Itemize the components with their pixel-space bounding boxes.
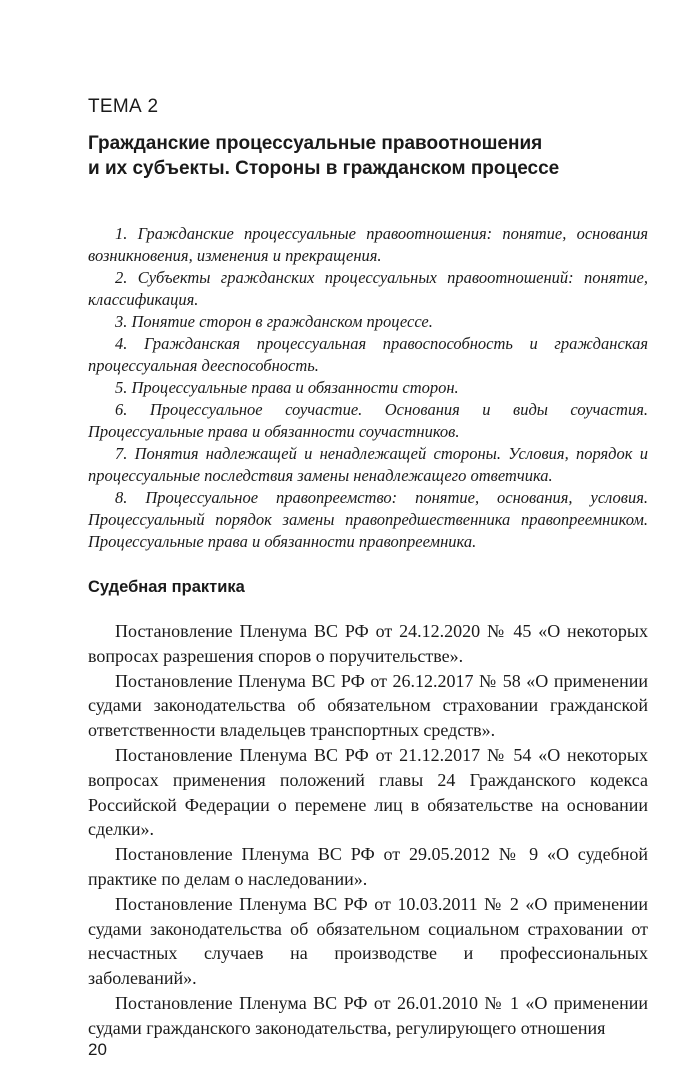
court-practice-entry: Постановление Пленума ВС РФ от 26.01.2010 № 1 «О применении судами гражданского законодательства, регулирующего отношения	[88, 992, 648, 1038]
study-question: 8. Процессуальное правопреемство: понятие, основания, условия. Процессуальный порядок замены правопредшественника правопреемником. Процессуальные права и обязанности правопреемника.	[88, 488, 648, 551]
study-question: 6. Процессуальное соучастие. Основания и виды соучастия. Процессуальные права и обязанности соучастников.	[88, 400, 648, 441]
study-question: 3. Понятие сторон в гражданском процессе.	[115, 312, 433, 331]
study-questions-list	[88, 223, 648, 553]
court-practice-entry: Постановление Пленума ВС РФ от 10.03.2011 № 2 «О применении судами законодательства об обязательном социальном страховании от несчастных случаев на производстве и профессиональных заболеваний».	[88, 893, 648, 989]
study-question: 1. Гражданские процессуальные правоотношения: понятие, основания возникновения, изменения и прекращения.	[88, 224, 648, 265]
study-question: 5. Процессуальные права и обязанности сторон.	[115, 378, 459, 397]
chapter-title-line: и их субъекты. Стороны в гражданском процессе	[88, 158, 560, 179]
court-practice-entry: Постановление Пленума ВС РФ от 29.05.2012 № 9 «О судебной практике по делам о наследовании».	[88, 844, 648, 889]
court-practice-entry: Постановление Пленума ВС РФ от 26.12.2017 № 58 «О применении судами законодательства об обязательном страховании гражданской ответственности владельцев транспортных средств».	[88, 670, 648, 741]
chapter-title-line: Гражданские процессуальные правоотношения	[88, 133, 543, 154]
court-practice-list	[88, 619, 648, 1041]
court-practice-entry: Постановление Пленума ВС РФ от 24.12.2020 № 45 «О некоторых вопросах разрешения споров о поручительстве».	[88, 621, 648, 666]
study-question: 2. Субъекты гражданских процессуальных правоотношений: понятие, классификация.	[88, 268, 648, 309]
topic-label: ТЕМА 2	[88, 96, 159, 117]
study-question: 7. Понятия надлежащей и ненадлежащей стороны. Условия, порядок и процессуальные последствия замены ненадлежащего ответчика.	[88, 444, 648, 485]
page-number: 20	[88, 1040, 107, 1059]
section-heading: Судебная практика	[88, 578, 245, 596]
chapter-title	[88, 131, 648, 181]
study-question: 4. Гражданская процессуальная правоспособность и гражданская процессуальная дееспособность.	[88, 334, 648, 375]
court-practice-entry: Постановление Пленума ВС РФ от 21.12.2017 № 54 «О некоторых вопросах применения положений главы 24 Гражданского кодекса Российской Федерации о перемене лиц в обязательстве на основании сделки».	[88, 744, 648, 840]
